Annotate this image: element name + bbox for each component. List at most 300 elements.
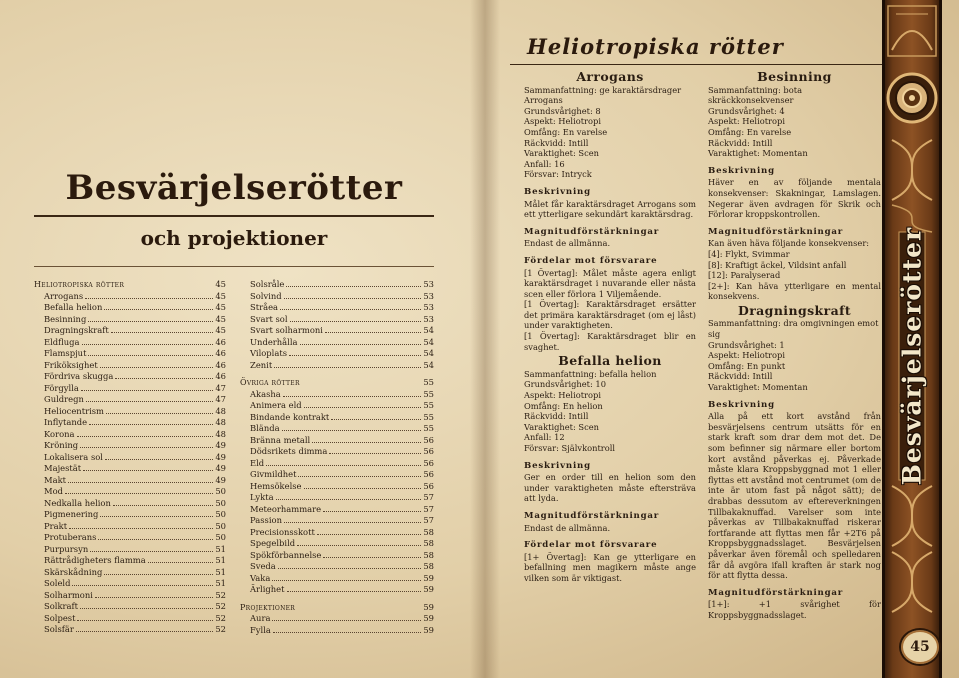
toc-section[interactable] (240, 602, 434, 614)
spell-field: Grundsvårighet: 10 (524, 379, 606, 390)
toc-entry[interactable] (34, 532, 226, 544)
spell-column-2 (708, 68, 881, 621)
toc-entry-label: Besinning (44, 313, 87, 324)
spell-field: Varaktighet: Scen (524, 421, 600, 432)
toc-entry[interactable] (240, 504, 434, 516)
toc-entry-label: Heliotropiska rötter (34, 280, 125, 289)
toc-entry-page: 54 (423, 359, 434, 370)
toc-entry-label: Korona (44, 428, 75, 439)
toc-entry-page: 48 (215, 417, 226, 427)
body-paragraph: Endast de allmänna. (524, 238, 611, 249)
toc-entry-page: 55 (423, 411, 434, 422)
toc-entry-label: Arrogans (44, 290, 84, 301)
toc-entry[interactable] (240, 325, 434, 337)
toc-entry[interactable] (240, 515, 434, 527)
toc-entry[interactable] (34, 590, 226, 602)
toc-section[interactable] (240, 377, 434, 389)
toc-leader (72, 585, 213, 586)
band-title: Besvärjelserötter (897, 226, 927, 486)
toc-leader (273, 632, 421, 633)
toc-entry-label: Ärlighet (250, 584, 285, 594)
toc-entry[interactable] (34, 567, 226, 579)
toc-leader (266, 465, 421, 466)
section-heading: Magnitudförstärkningar (708, 226, 844, 237)
toc-entry-label: Vaka (250, 572, 271, 583)
toc-entry[interactable] (240, 584, 434, 596)
body-paragraph: [2+]: Kan häva ytterligare en mental konsekvens. (708, 280, 881, 302)
toc-entry-page: 58 (423, 549, 434, 560)
toc-entry-label: Projektioner (240, 602, 296, 612)
spell-title: Besinning (757, 69, 832, 84)
section-heading: Magnitudförstärkningar (708, 587, 844, 598)
spell-field: Grundsvårighet: 4 (708, 105, 785, 116)
toc-entry[interactable] (34, 417, 226, 429)
toc-leader (331, 419, 421, 420)
body-paragraph: Häver en av följande mentala konsekvenser: Skakningar, Lamslagen. Negerar även avdragen för Skrik och Förlorar kroppskontrollen. (708, 177, 881, 220)
toc-entry-page: 55 (423, 423, 434, 433)
spell-field: Grundsvårighet: 1 (708, 339, 785, 350)
spell-field: Omfång: En varelse (524, 126, 608, 137)
toc-entry[interactable] (240, 573, 434, 585)
toc-entry-label: Friköksighet (44, 359, 98, 370)
spell-field: Sammanfattning: befalla helion (524, 368, 657, 379)
toc-entry[interactable] (240, 538, 434, 550)
toc-leader (95, 597, 213, 598)
toc-entry[interactable] (34, 371, 226, 383)
toc-entry[interactable] (34, 291, 226, 303)
toc-entry-label: Underhålla (250, 336, 298, 347)
toc-entry-label: Givmildhet (250, 469, 297, 479)
toc-entry-label: Bindande kontrakt (250, 411, 330, 422)
toc-entry-page: 55 (423, 377, 434, 387)
toc-entry-label: Lykta (250, 492, 274, 502)
toc-entry[interactable] (240, 446, 434, 458)
section-heading: Beskrivning (708, 399, 775, 410)
toc-leader (283, 396, 422, 397)
toc-entry-page: 56 (423, 434, 434, 445)
toc-entry[interactable] (240, 348, 434, 360)
toc-leader (89, 424, 213, 425)
toc-entry-page: 46 (215, 348, 226, 358)
spell-field: Grundsvårighet: 8 (524, 105, 601, 116)
toc-entry-label: Stråea (250, 302, 279, 312)
toc-entry[interactable] (240, 492, 434, 504)
toc-entry[interactable] (34, 348, 226, 360)
toc-leader (111, 332, 214, 333)
toc-entry-page: 51 (215, 578, 226, 588)
toc-leader (82, 344, 214, 345)
toc-entry-page: 59 (423, 624, 434, 635)
toc-entry-page: 58 (423, 538, 434, 548)
toc-entry[interactable] (240, 469, 434, 481)
toc-entry-label: Fylla (250, 624, 271, 635)
body-paragraph: Endast de allmänna. (524, 522, 611, 533)
toc-leader (304, 407, 422, 408)
toc-entry-label: Nedkalla helion (44, 497, 111, 508)
toc-leader (115, 378, 213, 379)
spell-field: Varaktighet: Momentan (708, 382, 808, 393)
toc-entry-page: 45 (215, 325, 226, 335)
toc-entry-page: 49 (215, 451, 226, 462)
toc-leader (85, 298, 213, 299)
toc-entry-page: 58 (423, 561, 434, 571)
toc-entry-label: Viloplats (250, 348, 287, 358)
toc-leader (323, 511, 421, 512)
spell-field: Sammanfattning: bota skräckkonsekvenser (708, 84, 803, 106)
spell-field: Anfall: 12 (524, 432, 565, 443)
toc-entry-label: Mod (44, 486, 63, 496)
toc-entry-page: 46 (215, 359, 226, 370)
toc-section[interactable] (34, 279, 226, 291)
toc-entry-page: 49 (215, 463, 226, 473)
toc-entry[interactable] (34, 314, 226, 326)
toc-entry-page: 53 (423, 302, 434, 312)
toc-entry[interactable] (34, 475, 226, 487)
toc-entry-page: 59 (423, 613, 434, 623)
toc-entry-page: 47 (215, 394, 226, 404)
spell-field: Räckvidd: Intill (708, 137, 773, 148)
toc-entry-label: Övriga rötter (240, 378, 300, 387)
toc-entry[interactable] (34, 555, 226, 567)
toc-entry-label: Eldfluga (44, 336, 80, 347)
toc-entry-page: 51 (215, 555, 226, 565)
toc-entry-page: 49 (215, 474, 226, 485)
toc-leader (86, 401, 213, 402)
toc-leader (80, 608, 213, 609)
toc-entry-label: Spegelbild (250, 538, 296, 548)
toc-entry[interactable] (34, 452, 226, 464)
toc-entry[interactable] (34, 325, 226, 337)
toc-entry-page: 50 (215, 520, 226, 531)
toc-column-1 (34, 279, 226, 636)
toc-leader (88, 321, 213, 322)
toc-leader (100, 367, 214, 368)
toc-entry-label: Förgylla (44, 382, 79, 393)
toc-leader (65, 493, 213, 494)
toc-entry[interactable] (34, 498, 226, 510)
toc-entry-label: Skärskådning (44, 566, 103, 577)
toc-entry-page: 45 (215, 290, 226, 301)
body-paragraph: Målet får karaktärsdraget Arrogans som ett ytterligare sekundärt karaktärsdrag. (524, 198, 696, 220)
toc-entry-page: 50 (215, 509, 226, 519)
spell-field: Försvar: Självkontroll (524, 443, 616, 453)
toc-entry[interactable] (34, 406, 226, 418)
toc-entry-page: 48 (215, 428, 226, 439)
body-paragraph: [8]: Kraftigt äckel, Vildsint anfall (708, 259, 847, 270)
toc-entry-page: 46 (215, 371, 226, 381)
toc-leader (300, 344, 422, 345)
toc-entry-page: 52 (215, 601, 226, 611)
toc-entry-page: 59 (423, 584, 434, 594)
spell-field: Räckvidd: Intill (524, 137, 589, 148)
spell-field: Räckvidd: Intill (708, 371, 773, 382)
toc-leader (88, 355, 213, 356)
toc-leader (76, 631, 213, 632)
toc-entry[interactable] (34, 486, 226, 498)
toc-entry-page: 48 (215, 405, 226, 416)
toc-leader (105, 459, 213, 460)
toc-entry[interactable] (34, 544, 226, 556)
section-heading: Beskrivning (524, 186, 591, 197)
page-number: 45 (899, 628, 941, 666)
toc-entry[interactable] (34, 360, 226, 372)
toc-entry-label: Passion (250, 515, 282, 525)
toc-entry-label: Zenit (250, 359, 273, 370)
toc-entry-page: 52 (215, 624, 226, 634)
toc-leader (329, 453, 421, 454)
toc-entry[interactable] (34, 383, 226, 395)
toc-leader (317, 534, 422, 535)
toc-leader (69, 528, 213, 529)
toc-entry-label: Solsfär (44, 624, 74, 634)
toc-entry-label: Inflytande (44, 417, 88, 427)
toc-entry[interactable] (34, 394, 226, 406)
toc-entry[interactable] (34, 601, 226, 613)
toc-entry-label: Dödsrikets dimma (250, 446, 328, 456)
toc-leader (272, 620, 421, 621)
toc-leader (83, 470, 213, 471)
toc-entry-page: 46 (215, 336, 226, 347)
toc-entry[interactable] (240, 481, 434, 493)
toc-entry-page: 56 (423, 457, 434, 468)
spell-field: Sammanfattning: dra omgivningen emot sig (708, 318, 879, 340)
toc-leader (287, 591, 422, 592)
spell-field: Omfång: En varelse (708, 126, 792, 137)
toc-leader (323, 557, 421, 558)
toc-entry[interactable] (34, 578, 226, 590)
section-heading: Fördelar mot försvarare (524, 540, 658, 551)
body-paragraph: [1 Övertag]: Målet måste agera enligt karaktärsdraget i nuvarande eller nästa scen eller förlora 1 Viljemående. (524, 267, 696, 299)
toc-entry[interactable] (240, 314, 434, 326)
toc-leader (81, 390, 213, 391)
toc-entry-label: Solsråle (250, 279, 285, 289)
spell-field: Räckvidd: Intill (524, 411, 589, 422)
toc-entry-label: Fördriva skugga (44, 371, 114, 381)
toc-entry-page: 53 (423, 290, 434, 301)
toc-entry-page: 56 (423, 469, 434, 479)
toc-entry[interactable] (240, 302, 434, 314)
toc-leader (297, 545, 421, 546)
toc-leader (113, 505, 213, 506)
toc-entry-label: Prakt (44, 520, 68, 531)
section-heading: Magnitudförstärkningar (524, 510, 660, 521)
toc-entry-page: 54 (423, 336, 434, 347)
toc-entry[interactable] (240, 527, 434, 539)
section-heading: Fördelar mot försvarare (524, 255, 658, 266)
toc-leader (284, 522, 421, 523)
spell-field: Aspekt: Heliotropi (708, 116, 785, 127)
toc-entry-label: Solvind (250, 290, 282, 301)
toc-entry-page: 52 (215, 612, 226, 623)
toc-entry-label: Majestät (44, 463, 82, 473)
chapter-band (882, 0, 942, 678)
toc-leader (304, 488, 422, 489)
toc-entry-page: 57 (423, 503, 434, 514)
body-paragraph: Alla på ett kort avstånd från besvärjelsens centrum utsätts för en stark kraft som drar dem mot det. De som befinner sig närmare eller bortom kort avstånd påverkas ej. Påverkade måste klara Kroppsbyggnad mot 1 eller flyttas ett avstånd mot centrumet (om de inte är utom fast på något sätt); de drabbas dessutom av eftereverkningen Tillbakaknuffad. Varelser som inte påverkas av Tillbakaknuffad riskerar fortfarande att flyttas men får +2T6 på Kroppsbyggnadsslaget. Besvärjelsen påverkar även föremål och spelledaren får då avgöra ifall kraften är stark nog för att flytta dessa. (708, 411, 881, 581)
toc-entry[interactable] (240, 389, 434, 401)
toc-entry-page: 51 (215, 566, 226, 577)
toc-entry[interactable] (240, 458, 434, 470)
section-heading: Beskrivning (524, 460, 591, 471)
toc-leader (80, 447, 213, 448)
toc-column-2 (240, 279, 434, 636)
toc-entry[interactable] (240, 337, 434, 349)
toc-entry[interactable] (34, 440, 226, 452)
toc-entry-label: Spökförbannelse (250, 549, 322, 560)
toc-entry-label: Akasha (250, 388, 281, 399)
toc-leader (289, 355, 421, 356)
toc-leader (325, 332, 421, 333)
toc-entry-page: 59 (423, 572, 434, 583)
toc-entry-label: Aura (250, 613, 271, 623)
body-paragraph: Kan även häva följande konsekvenser: (708, 238, 870, 249)
title-divider (34, 215, 434, 217)
toc-entry-page: 47 (215, 382, 226, 393)
toc-leader (280, 309, 421, 310)
toc-entry-label: Guldregn (44, 394, 84, 404)
toc-entry-page: 53 (423, 279, 434, 289)
spell-field: Aspekt: Heliotropi (708, 350, 785, 361)
toc-entry[interactable] (240, 279, 434, 291)
toc-entry-label: Solkraft (44, 601, 78, 611)
toc-leader (98, 539, 213, 540)
toc-entry-page: 50 (215, 532, 226, 542)
chapter-title: Heliotropiska rötter (527, 34, 784, 59)
toc-entry-page: 57 (423, 515, 434, 525)
spell-title: Dragningskraft (737, 302, 852, 318)
toc-entry-page: 50 (215, 486, 226, 496)
toc-leader (148, 562, 214, 563)
spell-field: Sammanfattning: ge karaktärsdrager (524, 84, 682, 95)
toc-leader (274, 367, 421, 368)
body-paragraph: [1+ Övertag]: Kan ge ytterligare en befallning men magikern måste ange vilken som är viktigast. (524, 551, 696, 583)
toc-entry-label: Eld (250, 457, 265, 468)
chapter-divider (510, 64, 882, 65)
toc-leader (68, 482, 213, 483)
toc-leader (104, 574, 213, 575)
toc-entry-label: Precisionsskott (250, 526, 315, 537)
toc-entry-page: 58 (423, 526, 434, 537)
toc-entry-label: Pigmenering (44, 509, 99, 519)
spell-title: Befalla helion (558, 353, 662, 369)
toc-entry[interactable] (34, 302, 226, 314)
toc-entry-page: 49 (215, 440, 226, 450)
toc-entry[interactable] (240, 412, 434, 424)
toc-entry[interactable] (34, 337, 226, 349)
spell-column-1 (524, 68, 696, 584)
toc-entry-label: Hemsökelse (250, 480, 302, 491)
spell-field: Omfång: En punkt (708, 360, 786, 371)
toc-entry-page: 56 (423, 480, 434, 491)
toc-entry[interactable] (240, 561, 434, 573)
body-paragraph: [4]: Flykt, Svimmar (708, 248, 790, 259)
toc-leader (77, 436, 214, 437)
toc-leader (312, 442, 421, 443)
toc-entry[interactable] (240, 423, 434, 435)
toc-leader (104, 309, 213, 310)
toc-leader (286, 286, 421, 287)
toc-leader (77, 620, 213, 621)
toc-leader (276, 499, 422, 500)
body-paragraph: [1+]: +1 svårighet för Kroppsbyggnadsslaget. (708, 599, 881, 620)
toc-entry-page: 54 (423, 348, 434, 358)
toc-entry-page: 45 (215, 279, 226, 289)
toc-entry-label: Befalla helion (44, 302, 103, 312)
toc-entry-page: 53 (423, 313, 434, 324)
toc-entry[interactable] (240, 400, 434, 412)
toc-entry-page: 45 (215, 302, 226, 312)
toc-leader (106, 413, 213, 414)
toc-entry[interactable] (240, 360, 434, 372)
toc-leader (290, 321, 422, 322)
toc-leader (284, 298, 422, 299)
toc-entry-label: Meteorhammare (250, 503, 322, 514)
toc-entry[interactable] (240, 291, 434, 303)
spell-field: Omfång: En helion (524, 400, 603, 411)
toc-entry-label: Soleld (44, 578, 71, 588)
toc-entry-page: 51 (215, 543, 226, 554)
toc-entry-label: Kröning (44, 440, 79, 450)
toc-leader (100, 516, 213, 517)
spell-field: Försvar: Intryck (524, 169, 592, 180)
section-heading: Magnitudförstärkningar (524, 226, 660, 237)
toc-leader (282, 430, 422, 431)
toc-entry[interactable] (34, 521, 226, 533)
toc-entry-label: Sveda (250, 561, 276, 571)
toc-entry-label: Solpest (44, 612, 76, 623)
section-heading: Beskrivning (708, 165, 775, 176)
toc-entry[interactable] (240, 550, 434, 562)
spell-field: Anfall: 16 (524, 158, 565, 169)
toc-entry[interactable] (34, 463, 226, 475)
page-title: Besvärjelserötter (65, 168, 403, 208)
toc-entry-page: 59 (423, 601, 434, 612)
toc-entry-label: Purpursyn (44, 543, 89, 554)
toc-entry[interactable] (34, 429, 226, 441)
toc-entry-label: Makt (44, 474, 67, 485)
toc-entry[interactable] (240, 613, 434, 625)
toc-leader (278, 568, 422, 569)
toc-entry-label: Solharmoni (44, 589, 93, 600)
spell-title: Arrogans (576, 69, 644, 84)
body-paragraph: Ger en order till en helion som den under varaktigheten måste eftersträva att lyda. (524, 472, 696, 504)
toc-entry-label: Animera eld (250, 400, 302, 410)
toc-entry-page: 56 (423, 446, 434, 456)
spell-field: Aspekt: Heliotropi (524, 116, 601, 127)
toc-leader (90, 551, 213, 552)
spell-field: Varaktighet: Momentan (708, 148, 808, 159)
toc-entry-label: Lokalisera sol (44, 451, 103, 462)
body-paragraph: [1 Övertag]: Karaktärsdraget ersätter det primära karaktärsdraget (om ej låst) under varaktigheten. (524, 299, 696, 331)
toc-entry-label: Flamspjut (44, 348, 87, 358)
toc-entry[interactable] (34, 624, 226, 636)
toc-entry-label: Dragningskraft (44, 325, 109, 335)
toc-entry-page: 45 (215, 313, 226, 324)
toc-entry[interactable] (240, 435, 434, 447)
page-subtitle: och projektioner (140, 226, 328, 250)
toc-entry-label: Bränna metall (250, 434, 311, 445)
toc-entry[interactable] (34, 509, 226, 521)
toc-entry-label: Svart solharmoni (250, 325, 323, 335)
toc-entry[interactable] (240, 625, 434, 637)
toc-entry-page: 52 (215, 589, 226, 600)
toc-entry[interactable] (34, 613, 226, 625)
spell-field: Varaktighet: Scen (524, 148, 600, 159)
toc-entry-label: Protuberans (44, 532, 97, 542)
toc-leader (298, 476, 421, 477)
toc-entry-label: Rättrådigheters flamma (44, 555, 146, 565)
toc-entry-page: 50 (215, 497, 226, 508)
